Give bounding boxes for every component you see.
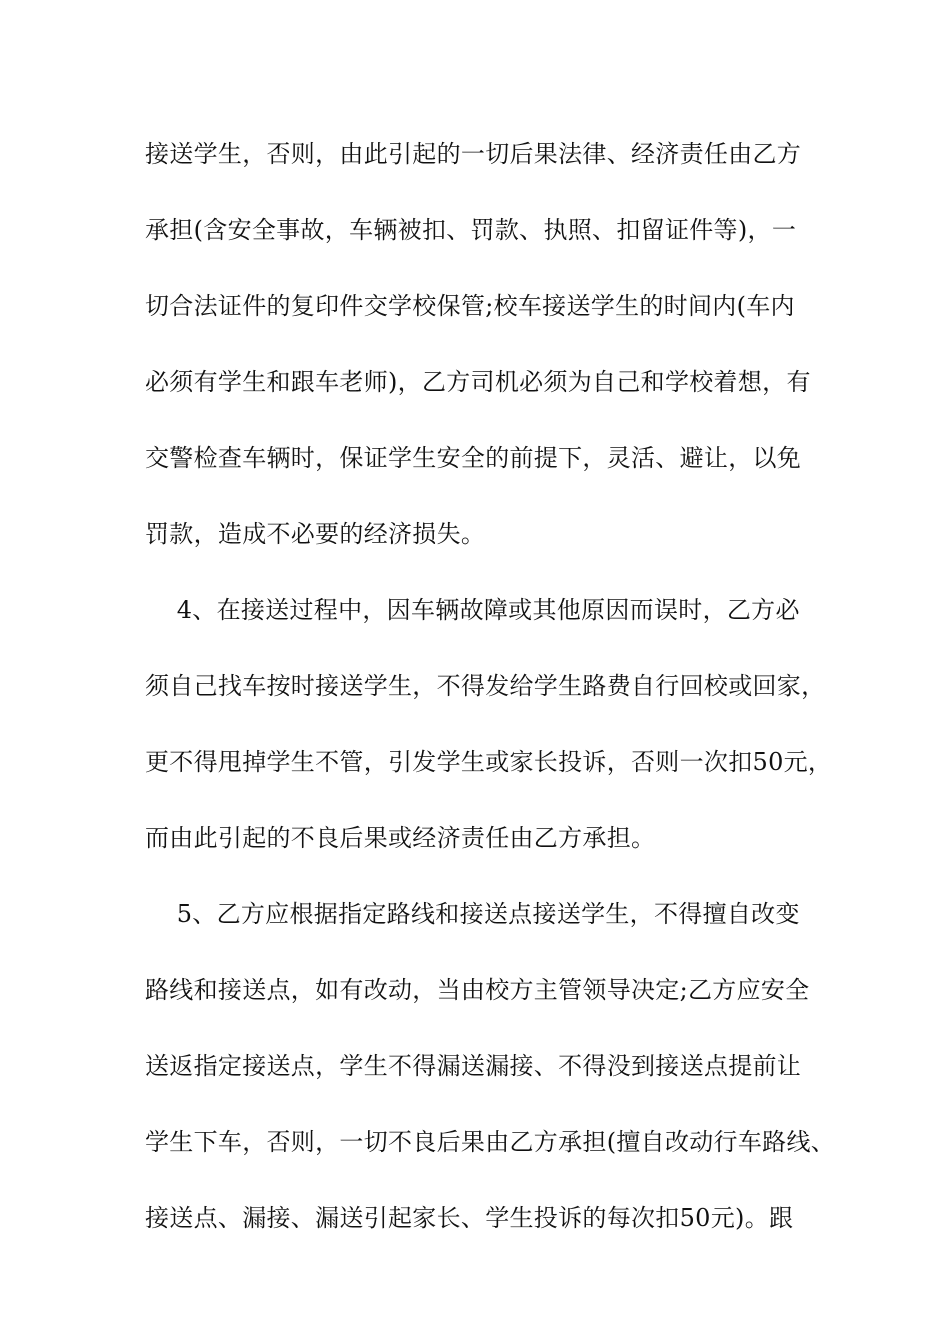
text-line: 4、在接送过程中，因车辆故障或其他原因而误时，乙方必	[145, 596, 800, 624]
text-line: 接送学生，否则，由此引起的一切后果法律、经济责任由乙方	[145, 140, 802, 168]
text-line: 必须有学生和跟车老师)，乙方司机必须为自己和学校着想，有	[145, 368, 811, 396]
text-line: 罚款，造成不必要的经济损失。	[145, 520, 486, 548]
text-line: 承担(含安全事故，车辆被扣、罚款、执照、扣留证件等)，一	[145, 216, 797, 244]
text-line: 送返指定接送点，学生不得漏送漏接、不得没到接送点提前让	[145, 1052, 802, 1080]
text-line: 须自己找车按时接送学生，不得发给学生路费自行回校或回家，	[145, 672, 826, 700]
text-line: 学生下车，否则，一切不良后果由乙方承担(擅自改动行车路线、	[145, 1128, 836, 1156]
text-line: 而由此引起的不良后果或经济责任由乙方承担。	[145, 824, 656, 852]
text-line: 交警检查车辆时，保证学生安全的前提下，灵活、避让，以免	[145, 444, 802, 472]
text-line: 5、乙方应根据指定路线和接送点接送学生，不得擅自改变	[145, 900, 800, 928]
text-line: 路线和接送点，如有改动，当由校方主管领导决定;乙方应安全	[145, 976, 810, 1004]
text-line: 接送点、漏接、漏送引起家长、学生投诉的每次扣50元)。跟	[145, 1204, 794, 1232]
document-body	[145, 126, 836, 1266]
text-line: 更不得甩掉学生不管，引发学生或家长投诉，否则一次扣50元，	[145, 748, 833, 776]
text-line: 切合法证件的复印件交学校保管;校车接送学生的时间内(车内	[145, 292, 795, 320]
